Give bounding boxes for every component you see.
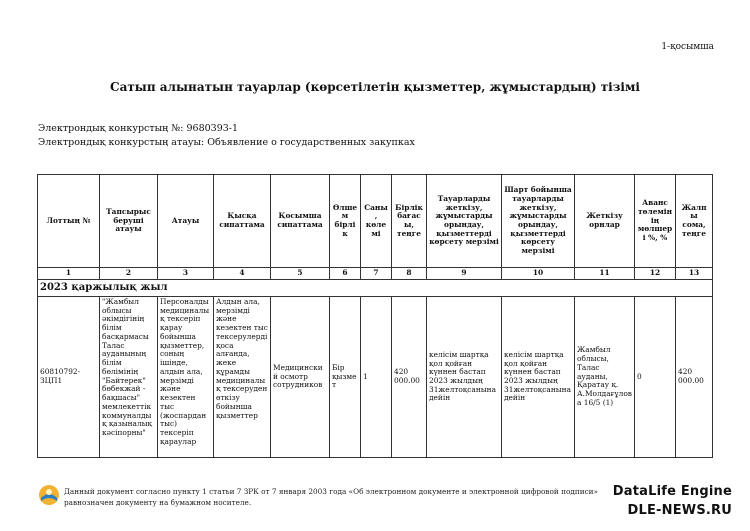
cell-customer: "Жамбыл облысы әкімдігінің білім басқармасы Талас ауданының білім бөлімінің "Байтерек" бөбекжай - бақшасы" мемлекеттік коммуналдық қазыналық кәсіпорны" [100, 297, 158, 458]
col-header-extra-description: Қосымша сипаттама [271, 175, 330, 268]
col-header-contract-term: Шарт бойынша тауарларды жеткізу, жұмыстарды орындау, қызметтерді көрсету мерзімі [502, 175, 575, 268]
egov-sun-logo-icon [38, 484, 60, 506]
cell-contract-term: келісім шартқа қол қойған күннен бастап 2023 жылдың 31желтоқсанына дейін [502, 297, 575, 458]
col-header-delivery-place: Жеткізу орнлар [575, 175, 635, 268]
column-number: 6 [330, 268, 361, 280]
watermark-line-2: DLE-NEWS.RU [627, 503, 732, 518]
column-number: 3 [158, 268, 214, 280]
cell-name: Персоналды медициналық тексеріп қарау бойынша қызметтер, соның ішінде, алдын ала, мерзімді және кезектен тыс (жоспардан тыс) тексеріп қараулар [158, 297, 214, 458]
column-number: 12 [635, 268, 676, 280]
cell-total: 420 000.00 [676, 297, 713, 458]
col-header-name: Атауы [158, 175, 214, 268]
col-header-advance: Аванс төлемінің мөлшері %, % [635, 175, 676, 268]
column-number: 9 [427, 268, 502, 280]
appendix-label: 1-қосымша [661, 42, 714, 52]
cell-short-description: Алдын ала, мерзімді және кезектен тыс тексерулерді қоса алғанда, жеке құрамды медициналық тексеруден өткізу бойынша қызметтер [214, 297, 271, 458]
year-row [38, 280, 713, 297]
cell-extra-description: Медицинский осмотр сотрудников [271, 297, 330, 458]
col-header-unit-price: Бірлік бағасы, теңге [392, 175, 427, 268]
column-number: 10 [502, 268, 575, 280]
cell-delivery-place: Жамбыл облысы, Талас ауданы, Қаратау қ. А.Молдағұлова 16/5 (1) [575, 297, 635, 458]
col-header-quantity: Саны, көлемі [361, 175, 392, 268]
column-number: 1 [38, 268, 100, 280]
cell-quantity: 1 [361, 297, 392, 458]
goods-table [37, 174, 713, 458]
watermark-line-1: DataLife Engine [612, 484, 732, 499]
contest-name: Электрондық конкурстың атауы: Объявление о государственных закупках [38, 137, 415, 148]
column-number: 5 [271, 268, 330, 280]
cell-lot-number: 60810792-ЗЦП1 [38, 297, 100, 458]
contest-number: Электрондық конкурстың №: 9680393-1 [38, 123, 239, 134]
cell-advance: 0 [635, 297, 676, 458]
table-row [38, 297, 713, 458]
column-number: 2 [100, 268, 158, 280]
column-number: 8 [392, 268, 427, 280]
footer-legal-note: Данный документ согласно пункту 1 статьи 7 ЗРК от 7 января 2003 года «Об электронном документе и электронной цифровой подписи» равнозначен документу на бумажном носителе. [64, 487, 598, 507]
page-title: Сатып алынатын тауарлар (көрсетілетін қызметтер, жұмыстардың) тізімі [110, 80, 640, 94]
cell-unit-price: 420 000.00 [392, 297, 427, 458]
document-footer [38, 482, 708, 512]
cell-delivery-term: келісім шартқа қол қойған күннен бастап 2023 жылдың 31желтоқсанына дейін [427, 297, 502, 458]
col-header-lot-number: Лоттың № [38, 175, 100, 268]
col-header-customer: Тапсырыс беруші атауы [100, 175, 158, 268]
header-row [38, 175, 713, 268]
col-header-short-description: Қысқа сипаттама [214, 175, 271, 268]
col-header-delivery-term: Тауарларды жеткізу, жұмыстарды орындау, қызметтерді көрсету мерзімі [427, 175, 502, 268]
financial-year-label: 2023 қаржылық жыл [38, 280, 713, 297]
column-number: 4 [214, 268, 271, 280]
column-number: 11 [575, 268, 635, 280]
col-header-total: Жалпы сома, теңге [676, 175, 713, 268]
column-number: 7 [361, 268, 392, 280]
column-number: 13 [676, 268, 713, 280]
col-header-unit: Өлшем бірлік [330, 175, 361, 268]
cell-unit: Бір қызмет [330, 297, 361, 458]
column-number-row [38, 268, 713, 280]
